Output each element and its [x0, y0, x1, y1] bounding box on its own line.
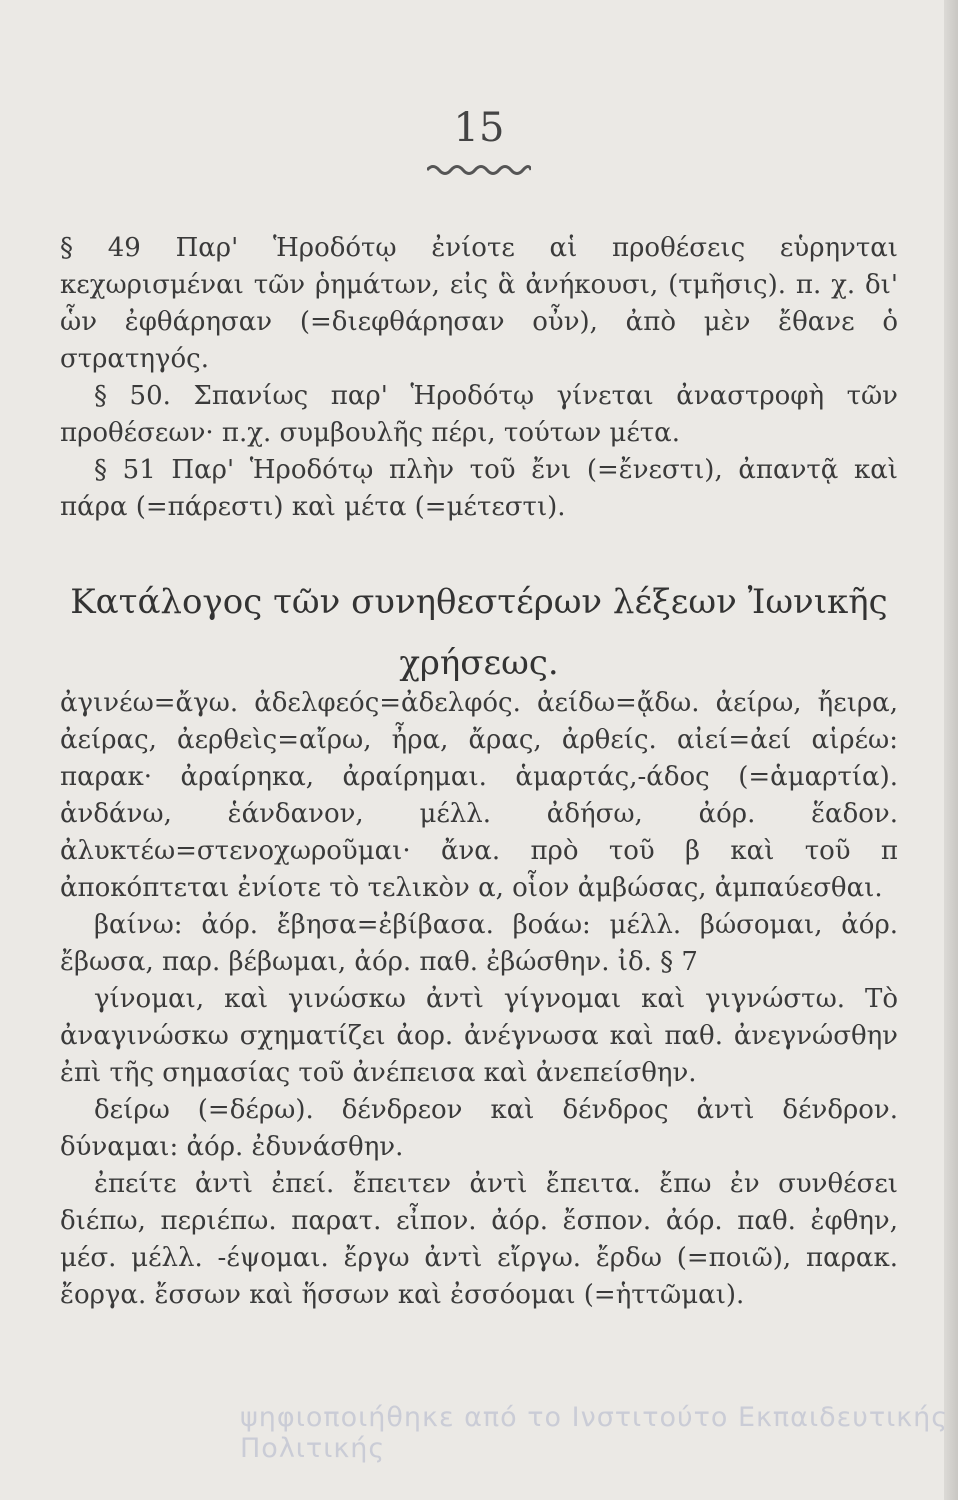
heading-line-2: χρήσεως.	[399, 643, 559, 683]
glossary-epsilon: ἐπείτε ἀντὶ ἐπεί. ἔπειτεν ἀντὶ ἔπειτα. ἔπω ἐν συνθέσει διέπω, περιέπω. παρατ. εἶπον. ἀόρ. ἔσπον. ἀόρ. παθ. ἐφθην, μέσ. μέλλ. -έψομαι. ἔργω ἀντὶ εἴργω. ἔρδω (=ποιῶ), παρακ. ἔοργα. ἔσσων καὶ ἥσσων καὶ ἐσσόομαι (=ἡττῶμαι).	[60, 1169, 898, 1310]
wave-ornament	[427, 161, 531, 179]
heading-line-1: Κατάλογος τῶν συνηθεστέρων λέξεων Ἰωνικῆς	[70, 582, 888, 622]
digitization-watermark: ψηφιοποιήθηκε από το Ινστιτούτο Εκπαιδευτικής Πολιτικής	[240, 1402, 949, 1464]
glossary-beta: βαίνω: ἀόρ. ἔβησα=ἐβίβασα. βοάω: μέλλ. βώσομαι, ἀόρ. ἔβωσα, παρ. βέβωμαι, ἀόρ. παθ. ἐβώσθην. ἰδ. § 7	[60, 910, 898, 977]
section-block-top	[60, 230, 898, 526]
catalog-heading	[60, 580, 898, 685]
glossary-list	[60, 685, 898, 1314]
section-49: § 49 Παρ' Ἡροδότῳ ἐνίοτε αἱ προθέσεις εὑρηνται κεχωρισμέναι τῶν ῥημάτων, εἰς ἃ ἀνήκουσι, (τμῆσις). π. χ. δι' ὧν ἐφθάρησαν (=διεφθάρησαν οὖν), ἀπὸ μὲν ἔθανε ὁ στρατηγός.	[60, 233, 898, 374]
section-50: § 50. Σπανίως παρ' Ἡροδότῳ γίνεται ἀναστροφὴ τῶν προθέσεων· π.χ. συμβουλῆς πέρι, τούτων μέτα.	[60, 381, 898, 448]
glossary-alpha: ἀγινέω=ἄγω. ἀδελφεός=ἀδελφός. ἀείδω=ᾄδω. ἀείρω, ἤειρα, ἀείρας, ἀερθεὶς=αἴρω, ἦρα, ἄρας, ἀρθείς. αἰεί=ἀεί αἱρέω: παρακ· ἀραίρηκα, ἀραίρημαι. ἁμαρτάς,-άδος (=ἁμαρτία). ἁνδάνω, ἑάνδανον, μέλλ. ἀδήσω, ἀόρ. ἕαδον. ἀλυκτέω=στενοχωροῦμαι· ἄνα. πρὸ τοῦ β καὶ τοῦ π ἀποκόπτεται ἐνίοτε τὸ τελικὸν α, οἷον ἀμβώσας, ἀμπαύεσθαι.	[60, 688, 898, 903]
section-51: § 51 Παρ' Ἡροδότῳ πλὴν τοῦ ἔνι (=ἔνεστι), ἀπαντᾷ καὶ πάρα (=πάρεστι) καὶ μέτα (=μέτεστι).	[60, 455, 898, 522]
page-edge-shadow	[944, 0, 958, 1500]
page-number: 15	[453, 105, 505, 151]
glossary-gamma: γίνομαι, καὶ γινώσκω ἀντὶ γίγνομαι καὶ γιγνώστω. Τὸ ἀναγινώσκω σχηματίζει ἀορ. ἀνέγνωσα καὶ παθ. ἀνεγνώσθην ἐπὶ τῆς σημασίας τοῦ ἀνέπεισα καὶ ἀνεπείσθην.	[60, 984, 898, 1088]
glossary-delta: δείρω (=δέρω). δένδρεον καὶ δένδρος ἀντὶ δένδρον. δύναμαι: ἀόρ. ἐδυνάσθην.	[60, 1095, 898, 1162]
